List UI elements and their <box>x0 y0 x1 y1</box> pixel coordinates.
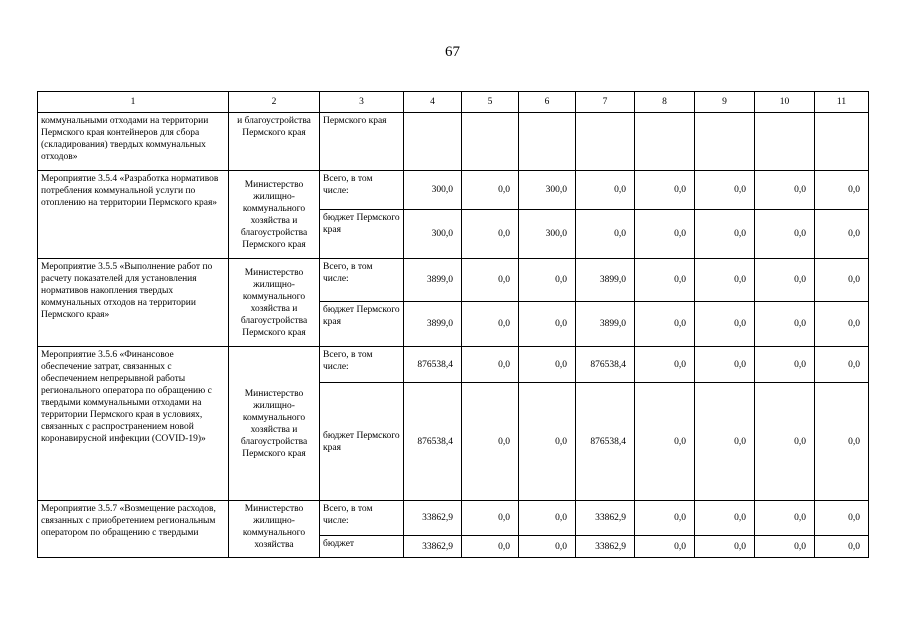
executor-cell: и благоустройства Пермского края <box>229 113 320 171</box>
value-cell: 0,0 <box>815 259 869 302</box>
source-cell: Всего, в том числе: <box>320 259 404 302</box>
value-cell: 0,0 <box>462 302 519 347</box>
value-cell: 876538,4 <box>404 347 462 383</box>
activity-cell: Мероприятие 3.5.6 «Финансовое обеспечение затрат, связанных с обеспечением непрерывной работы регионального оператора по обращению с твердыми коммунальными отходами на территории Пермского края в условиях, связанных с распространением новой коронавирусной инфекции (COVID-19)» <box>38 347 229 501</box>
value-cell: 0,0 <box>755 536 815 558</box>
activity-cell: Мероприятие 3.5.7 «Возмещение расходов, связанных с приобретением региональным оператором по обращению с твердыми <box>38 501 229 558</box>
value-cell: 0,0 <box>635 536 695 558</box>
header-cell: 10 <box>755 92 815 113</box>
value-cell: 0,0 <box>755 171 815 210</box>
value-cell: 3899,0 <box>404 259 462 302</box>
header-cell: 8 <box>635 92 695 113</box>
value-cell: 0,0 <box>462 347 519 383</box>
value-cell: 0,0 <box>462 536 519 558</box>
header-cell: 11 <box>815 92 869 113</box>
value-cell: 0,0 <box>462 210 519 259</box>
value-cell: 33862,9 <box>404 501 462 536</box>
value-cell: 0,0 <box>755 501 815 536</box>
header-cell: 2 <box>229 92 320 113</box>
value-cell: 0,0 <box>462 259 519 302</box>
executor-cell: Министерство жилищно-коммунального хозяйства и благоустройства Пермского края <box>229 347 320 501</box>
activity-cell: Мероприятие 3.5.5 «Выполнение работ по расчету показателей для установления нормативов накопления твердых коммунальных отходов на территории Пермского края» <box>38 259 229 347</box>
value-cell: 0,0 <box>695 302 755 347</box>
source-cell: бюджет <box>320 536 404 558</box>
value-cell: 0,0 <box>635 259 695 302</box>
value-cell: 0,0 <box>755 383 815 501</box>
activity-cell: коммунальными отходами на территории Пермского края контейнеров для сбора (складирования) твердых коммунальных отходов» <box>38 113 229 171</box>
source-cell: бюджет Пермского края <box>320 302 404 347</box>
table-row <box>38 347 869 383</box>
value-cell: 0,0 <box>635 302 695 347</box>
value-cell: 0,0 <box>815 302 869 347</box>
table-row <box>38 259 869 302</box>
value-cell: 0,0 <box>815 536 869 558</box>
header-cell: 7 <box>576 92 635 113</box>
header-cell: 6 <box>519 92 576 113</box>
value-cell: 0,0 <box>576 171 635 210</box>
value-cell: 3899,0 <box>576 259 635 302</box>
executor-cell: Министерство жилищно-коммунального хозяйства <box>229 501 320 558</box>
value-cell: 0,0 <box>519 259 576 302</box>
value-cell: 0,0 <box>755 210 815 259</box>
value-cell: 0,0 <box>519 302 576 347</box>
value-cell: 300,0 <box>519 171 576 210</box>
value-cell: 0,0 <box>635 210 695 259</box>
value-cell: 0,0 <box>815 347 869 383</box>
value-cell: 0,0 <box>815 383 869 501</box>
value-cell: 0,0 <box>695 259 755 302</box>
value-cell: 0,0 <box>519 383 576 501</box>
value-cell: 0,0 <box>755 347 815 383</box>
value-cell: 0,0 <box>695 536 755 558</box>
value-cell: 0,0 <box>519 501 576 536</box>
value-cell: 0,0 <box>519 536 576 558</box>
value-cell: 876538,4 <box>576 347 635 383</box>
executor-cell: Министерство жилищно-коммунального хозяйства и благоустройства Пермского края <box>229 259 320 347</box>
page-number: 67 <box>445 44 460 60</box>
header-cell: 5 <box>462 92 519 113</box>
budget-table <box>37 91 869 558</box>
value-cell: 0,0 <box>815 501 869 536</box>
source-cell: бюджет Пермского края <box>320 383 404 501</box>
value-cell: 0,0 <box>695 383 755 501</box>
value-cell: 0,0 <box>462 501 519 536</box>
value-cell: 0,0 <box>695 171 755 210</box>
header-cell: 3 <box>320 92 404 113</box>
table-row <box>38 113 869 171</box>
table-row <box>38 501 869 536</box>
executor-cell: Министерство жилищно-коммунального хозяйства и благоустройства Пермского края <box>229 171 320 259</box>
value-cell: 876538,4 <box>404 383 462 501</box>
source-cell: бюджет Пермского края <box>320 210 404 259</box>
value-cell: 0,0 <box>635 383 695 501</box>
value-cell: 0,0 <box>576 210 635 259</box>
value-cell: 0,0 <box>815 210 869 259</box>
value-cell: 33862,9 <box>576 536 635 558</box>
table-row <box>38 171 869 210</box>
value-cell: 0,0 <box>635 171 695 210</box>
source-cell: Всего, в том числе: <box>320 171 404 210</box>
value-cell: 0,0 <box>755 302 815 347</box>
value-cell: 0,0 <box>695 501 755 536</box>
value-cell: 0,0 <box>519 347 576 383</box>
value-cell: 0,0 <box>635 347 695 383</box>
header-cell: 9 <box>695 92 755 113</box>
value-cell: 33862,9 <box>576 501 635 536</box>
source-cell: Всего, в том числе: <box>320 347 404 383</box>
source-cell: Всего, в том числе: <box>320 501 404 536</box>
value-cell: 0,0 <box>635 501 695 536</box>
source-cell: Пермского края <box>320 113 404 171</box>
value-cell: 300,0 <box>519 210 576 259</box>
value-cell: 300,0 <box>404 171 462 210</box>
value-cell: 876538,4 <box>576 383 635 501</box>
header-cell: 4 <box>404 92 462 113</box>
value-cell: 0,0 <box>695 347 755 383</box>
value-cell: 300,0 <box>404 210 462 259</box>
activity-cell: Мероприятие 3.5.4 «Разработка нормативов потребления коммунальной услуги по отоплению на территории Пермского края» <box>38 171 229 259</box>
value-cell: 3899,0 <box>404 302 462 347</box>
value-cell: 0,0 <box>815 171 869 210</box>
header-row <box>38 92 869 113</box>
value-cell: 33862,9 <box>404 536 462 558</box>
value-cell: 0,0 <box>462 171 519 210</box>
header-cell: 1 <box>38 92 229 113</box>
value-cell: 0,0 <box>695 210 755 259</box>
value-cell: 3899,0 <box>576 302 635 347</box>
value-cell: 0,0 <box>755 259 815 302</box>
value-cell: 0,0 <box>462 383 519 501</box>
